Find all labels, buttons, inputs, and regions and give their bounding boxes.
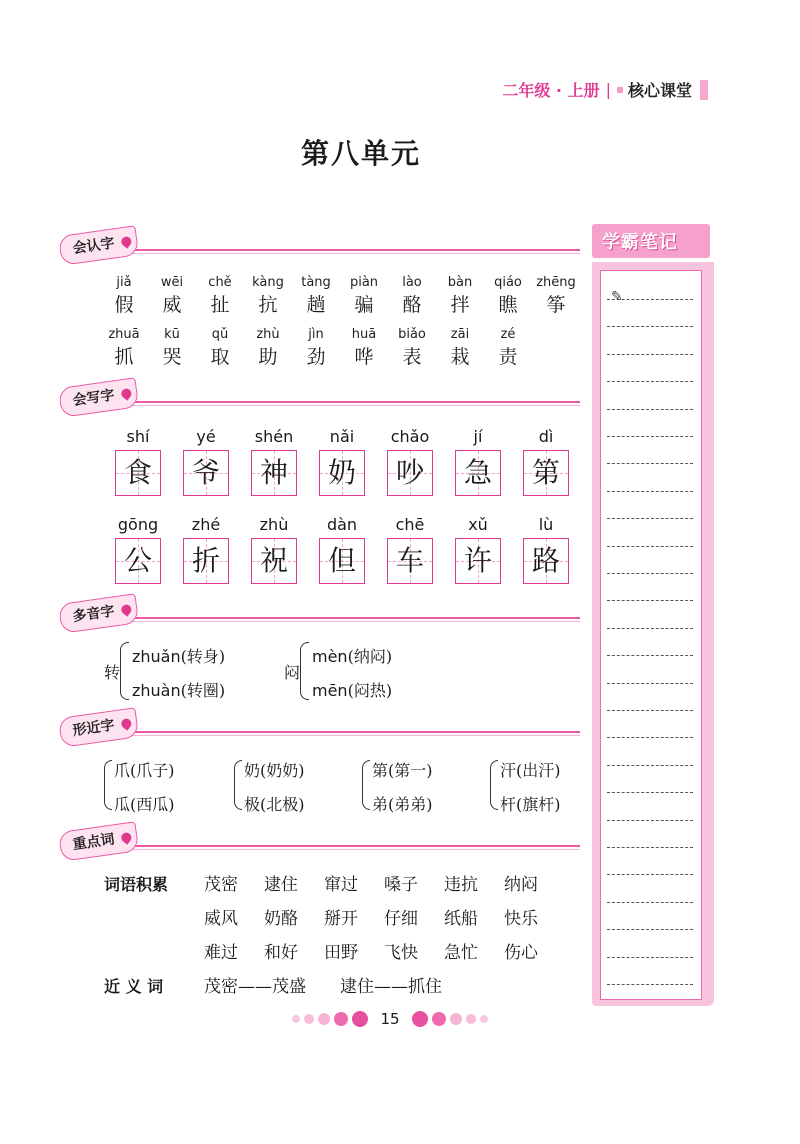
vocabulary-word: 纸船 [444, 909, 478, 929]
hanzi: 路 [531, 544, 560, 577]
note-line [607, 683, 693, 684]
dot-icon [318, 1013, 330, 1025]
square-icon [617, 87, 623, 93]
section-header-write [60, 388, 580, 418]
similar-item: 奶(奶奶) [244, 761, 305, 780]
write-char-cell [308, 514, 376, 584]
vocabulary-word: 急忙 [444, 943, 478, 963]
section-tag-label: 多音字 [71, 603, 116, 626]
pinyin: chě [208, 275, 232, 290]
pencil-icon: ✎ [611, 289, 623, 305]
vocabulary-word: 窜过 [324, 875, 358, 895]
vocabulary-label: 词语积累 [104, 875, 169, 894]
write-char-cell [376, 514, 444, 584]
pinyin: mèn [312, 647, 348, 666]
note-line [607, 655, 693, 656]
tianzige-box [115, 450, 161, 496]
running-header [502, 78, 708, 101]
recognize-char-cell [196, 326, 244, 370]
hanzi: 车 [395, 544, 424, 577]
note-line [607, 409, 693, 410]
note-line [607, 628, 693, 629]
section-tag-label: 重点词 [71, 831, 116, 854]
write-char-cell [512, 514, 580, 584]
note-line [607, 929, 693, 930]
vocabulary-row [204, 904, 564, 929]
note-line [607, 847, 693, 848]
vocabulary-row [204, 938, 564, 963]
similar-item: 汗(出汗) [500, 761, 561, 780]
vocabulary-word: 仔细 [384, 909, 418, 929]
header-bar-decoration [700, 80, 708, 100]
tianzige-box [251, 538, 297, 584]
section-label: 核心课堂 [627, 81, 692, 100]
note-line [607, 436, 693, 437]
tag-dot-icon [119, 387, 133, 401]
pinyin: xǔ [468, 515, 488, 534]
recognize-char-cell [388, 326, 436, 370]
section-tag [58, 225, 139, 266]
recognize-char-cell [484, 274, 532, 318]
pinyin: kū [164, 327, 180, 342]
polyphone-reading [132, 678, 225, 701]
tag-dot-icon [119, 717, 133, 731]
tianzige-box [387, 450, 433, 496]
tianzige-box [455, 450, 501, 496]
tag-dot-icon [119, 603, 133, 617]
pinyin: zhù [259, 515, 289, 534]
recognize-row-2 [100, 326, 580, 370]
notes-area[interactable] [600, 270, 702, 1000]
write-char-cell [172, 426, 240, 496]
pinyin: shén [254, 427, 294, 446]
brace [300, 642, 309, 700]
note-line [607, 354, 693, 355]
polyphone-reading [132, 644, 225, 667]
pinyin: gōng [117, 515, 159, 534]
hanzi: 骗 [354, 294, 374, 316]
recognize-char-cell [484, 326, 532, 370]
brace [234, 760, 242, 810]
write-char-cell [104, 514, 172, 584]
vocabulary-word: 田野 [324, 943, 358, 963]
pinyin: yé [196, 427, 216, 446]
pinyin: zāi [450, 327, 470, 342]
tianzige-box [319, 450, 365, 496]
vocabulary-word: 和好 [264, 943, 298, 963]
dot-icon [432, 1012, 446, 1026]
divider [120, 249, 580, 251]
dot-icon [480, 1015, 488, 1023]
note-line [607, 902, 693, 903]
vocabulary-word: 掰开 [324, 909, 358, 929]
pinyin: biǎo [398, 327, 426, 342]
section-tag [58, 377, 139, 418]
hanzi: 公 [123, 544, 152, 577]
synonym-label: 近 义 词 [104, 977, 164, 996]
vocabulary-word: 奶酪 [264, 909, 298, 929]
vocabulary-word: 快乐 [504, 909, 538, 929]
write-row-2 [104, 514, 580, 584]
vocabulary-word: 纳闷 [504, 875, 538, 895]
pinyin: wēi [160, 275, 184, 290]
pinyin: shí [126, 427, 150, 446]
hanzi: 假 [114, 294, 134, 316]
note-line [607, 874, 693, 875]
divider [120, 401, 580, 403]
hanzi: 瞧 [498, 294, 518, 316]
recognize-char-cell [148, 326, 196, 370]
page-number: 15 [380, 1010, 400, 1028]
hanzi: 吵 [395, 456, 424, 489]
hanzi: 第 [531, 456, 560, 489]
note-line [607, 737, 693, 738]
pinyin: zhuǎn [132, 647, 181, 666]
section-tag-label: 会认字 [71, 235, 116, 258]
section-tag [58, 707, 139, 748]
note-line [607, 491, 693, 492]
divider [120, 731, 580, 733]
section-header-keywords [60, 832, 580, 862]
header-separator: | [605, 80, 611, 99]
dot-icon [334, 1012, 348, 1026]
write-char-cell [240, 514, 308, 584]
pinyin: qǔ [211, 327, 229, 342]
hanzi: 哭 [162, 346, 182, 368]
section-header-polyphone [60, 604, 580, 634]
vocabulary-word: 违抗 [444, 875, 478, 895]
tag-dot-icon [119, 235, 133, 249]
polyphone-char: 闷 [284, 663, 301, 682]
section-tag-label: 会写字 [71, 387, 116, 410]
tianzige-box [183, 450, 229, 496]
pinyin: huā [351, 327, 377, 342]
recognize-row-1 [100, 274, 580, 318]
section-tag [58, 821, 139, 862]
pinyin: zé [500, 327, 516, 342]
pinyin: zhēng [536, 275, 576, 290]
recognize-char-cell [196, 274, 244, 318]
pinyin: lù [538, 515, 554, 534]
hanzi: 哗 [354, 346, 374, 368]
divider [120, 405, 580, 406]
recognize-char-cell [244, 274, 292, 318]
section-header-similar [60, 718, 580, 748]
hanzi: 取 [210, 346, 230, 368]
hanzi: 奶 [327, 456, 356, 489]
recognize-char-cell [388, 274, 436, 318]
notes-panel [592, 262, 714, 1006]
pinyin: bàn [447, 275, 473, 290]
vocabulary-word: 嗓子 [384, 875, 418, 895]
hanzi: 拌 [450, 294, 470, 316]
similar-item: 杆(旗杆) [500, 795, 561, 814]
similar-item: 弟(弟弟) [372, 795, 433, 814]
dot-icon [292, 1015, 300, 1023]
tianzige-box [115, 538, 161, 584]
hanzi: 趟 [306, 294, 326, 316]
recognize-char-cell [436, 274, 484, 318]
section-tag-label: 形近字 [71, 717, 116, 740]
hanzi: 责 [498, 346, 518, 368]
hanzi: 食 [123, 456, 152, 489]
hanzi: 栽 [450, 346, 470, 368]
example-word: (转圈) [180, 681, 226, 700]
divider [120, 735, 580, 736]
recognize-char-cell [244, 326, 292, 370]
tianzige-box [387, 538, 433, 584]
pinyin: jìn [308, 327, 324, 342]
brace [362, 760, 370, 810]
pinyin: nǎi [329, 427, 355, 446]
tianzige-box [183, 538, 229, 584]
brace [104, 760, 112, 810]
divider [120, 617, 580, 619]
pinyin: zhuā [108, 327, 140, 342]
note-line [607, 299, 693, 300]
recognize-char-cell [148, 274, 196, 318]
polyphone-reading [312, 644, 392, 667]
pinyin: piàn [349, 275, 379, 290]
note-line [607, 463, 693, 464]
pinyin: dàn [326, 515, 358, 534]
divider [120, 849, 580, 850]
tianzige-box [251, 450, 297, 496]
hanzi: 劲 [306, 346, 326, 368]
synonym-list: 茂密——茂盛 逮住——抓住 [204, 977, 442, 997]
polyphone-reading [312, 678, 392, 701]
pinyin: chǎo [390, 427, 430, 446]
note-line [607, 820, 693, 821]
pinyin: zhuàn [132, 681, 181, 700]
hanzi: 祝 [259, 544, 288, 577]
similar-item: 第(第一) [372, 761, 433, 780]
dot-icon [450, 1013, 462, 1025]
pinyin: lào [402, 275, 422, 290]
pinyin: zhé [191, 515, 221, 534]
vocabulary-word: 茂密 [204, 875, 238, 895]
page-footer [0, 1010, 780, 1028]
hanzi: 助 [258, 346, 278, 368]
note-line [607, 710, 693, 711]
write-char-cell [444, 514, 512, 584]
hanzi: 扯 [210, 294, 230, 316]
write-char-cell [444, 426, 512, 496]
note-line [607, 957, 693, 958]
note-line [607, 984, 693, 985]
tianzige-box [319, 538, 365, 584]
pinyin: mēn [312, 681, 348, 700]
vocabulary-word: 难过 [204, 943, 238, 963]
recognize-char-cell [436, 326, 484, 370]
pinyin: dì [538, 427, 554, 446]
write-char-cell [308, 426, 376, 496]
section-tag [58, 593, 139, 634]
note-line [607, 518, 693, 519]
write-char-cell [512, 426, 580, 496]
divider [120, 253, 580, 254]
dot-icon [304, 1014, 314, 1024]
pinyin: jí [473, 427, 483, 446]
note-line [607, 546, 693, 547]
brace [490, 760, 498, 810]
pinyin: tàng [301, 275, 331, 290]
write-char-cell [240, 426, 308, 496]
note-line [607, 765, 693, 766]
hanzi: 折 [191, 544, 220, 577]
note-line [607, 792, 693, 793]
dot-icon [352, 1011, 368, 1027]
pinyin: jiǎ [116, 275, 132, 290]
page-title: 第八单元 [300, 137, 421, 170]
section-header-recognize [60, 236, 580, 266]
divider [120, 845, 580, 847]
write-char-cell [104, 426, 172, 496]
vocabulary-word: 伤心 [504, 943, 538, 963]
write-char-cell [376, 426, 444, 496]
hanzi: 急 [463, 456, 492, 489]
pinyin: kàng [252, 275, 284, 290]
vocabulary-word: 逮住 [264, 875, 298, 895]
hanzi: 神 [259, 456, 288, 489]
tag-dot-icon [119, 831, 133, 845]
similar-item: 极(北极) [244, 795, 305, 814]
recognize-char-cell [100, 326, 148, 370]
grade-label: 二年级 · 上册 [502, 81, 600, 100]
note-line [607, 381, 693, 382]
example-word: (纳闷) [347, 647, 393, 666]
notes-title: 学霸笔记 [602, 232, 678, 253]
recognize-char-cell [532, 274, 580, 318]
recognize-char-cell [100, 274, 148, 318]
hanzi: 爷 [191, 456, 220, 489]
tianzige-box [523, 450, 569, 496]
hanzi: 抓 [114, 346, 134, 368]
recognize-char-cell [292, 326, 340, 370]
write-char-cell [172, 514, 240, 584]
note-line [607, 573, 693, 574]
recognize-char-cell [340, 326, 388, 370]
similar-item: 瓜(西瓜) [114, 795, 175, 814]
tianzige-box [523, 538, 569, 584]
write-row-1 [104, 426, 580, 496]
hanzi: 威 [162, 294, 182, 316]
hanzi: 但 [327, 544, 356, 577]
example-word: (转身) [180, 647, 226, 666]
pinyin: chē [395, 515, 425, 534]
similar-item: 爪(爪子) [114, 761, 175, 780]
note-line [607, 326, 693, 327]
hanzi: 筝 [546, 294, 566, 316]
pinyin: zhù [256, 327, 280, 342]
vocabulary-word: 飞快 [384, 943, 418, 963]
pinyin: qiáo [494, 275, 522, 290]
example-word: (闷热) [347, 681, 393, 700]
vocabulary-word: 威风 [204, 909, 238, 929]
recognize-char-cell [292, 274, 340, 318]
hanzi: 酪 [402, 294, 422, 316]
vocabulary-row [204, 870, 564, 895]
hanzi: 抗 [258, 294, 278, 316]
recognize-char-cell [340, 274, 388, 318]
brace [120, 642, 129, 700]
dot-icon [466, 1014, 476, 1024]
note-line [607, 600, 693, 601]
divider [120, 621, 580, 622]
hanzi: 许 [463, 544, 492, 577]
hanzi: 表 [402, 346, 422, 368]
polyphone-char: 转 [104, 663, 121, 682]
notes-header [592, 224, 710, 258]
dot-icon [412, 1011, 428, 1027]
tianzige-box [455, 538, 501, 584]
